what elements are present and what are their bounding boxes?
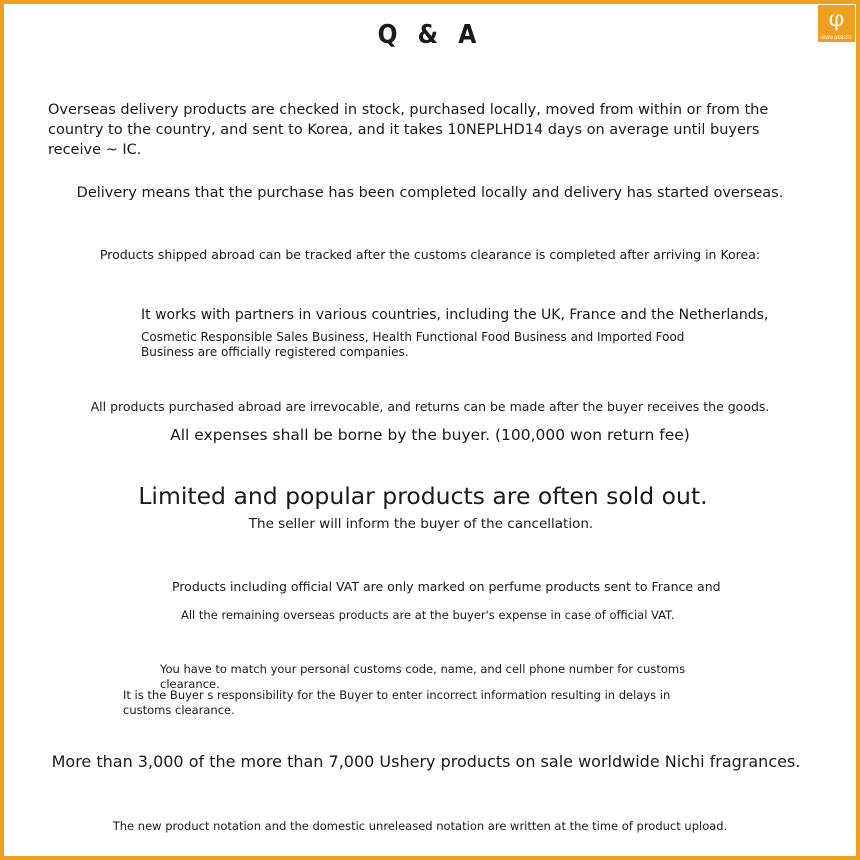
logo-glyph: φ	[828, 7, 845, 32]
vat-remaining-text: All the remaining overseas products are at the buyer's expense in case of official VAT.	[181, 608, 675, 622]
products-count-text: More than 3,000 of the more than 7,000 Ushery products on sale worldwide Nichi fragrances.	[51, 752, 801, 771]
customs-code-text: You have to match your personal customs code, name, and cell phone number for customs clearance.	[160, 662, 686, 691]
vat-marked-text: Products including official VAT are only marked on perfume products sent to France and	[172, 579, 721, 594]
irrevocable-text: All products purchased abroad are irrevocable, and returns can be made after the buyer receives the goods.	[90, 399, 770, 414]
delivery-meaning-text: Delivery means that the purchase has been completed locally and delivery has started overseas.	[76, 185, 784, 201]
expenses-text: All expenses shall be borne by the buyer. (100,000 won return fee)	[170, 426, 690, 444]
partners-text: It works with partners in various countries, including the UK, France and the Netherlands,	[141, 307, 769, 323]
logo-caption: WWW.WEBSITE	[821, 35, 852, 40]
tracking-text: Products shipped abroad can be tracked after the customs clearance is completed after arriving in Korea:	[99, 247, 761, 262]
notation-text: The new product notation and the domestic unreleased notation are written at the time of product upload.	[112, 819, 728, 833]
page-title: Q & A	[377, 20, 483, 50]
cancellation-text: The seller will inform the buyer of the cancellation.	[248, 516, 594, 532]
registered-text: Cosmetic Responsible Sales Business, Health Functional Food Business and Imported Food Business are officially registered companies.	[141, 330, 685, 359]
sold-out-heading: Limited and popular products are often sold out.	[138, 482, 708, 510]
delivery-time-text: Overseas delivery products are checked in stock, purchased locally, moved from within or from the country to the country, and sent to Korea, and it takes 10NEPLHD14 days on average until buyers receive ~ IC.	[48, 102, 769, 158]
responsibility-text: It is the Buyer s responsibility for the Buyer to enter incorrect information resulting in delays in customs clearance.	[123, 688, 671, 717]
